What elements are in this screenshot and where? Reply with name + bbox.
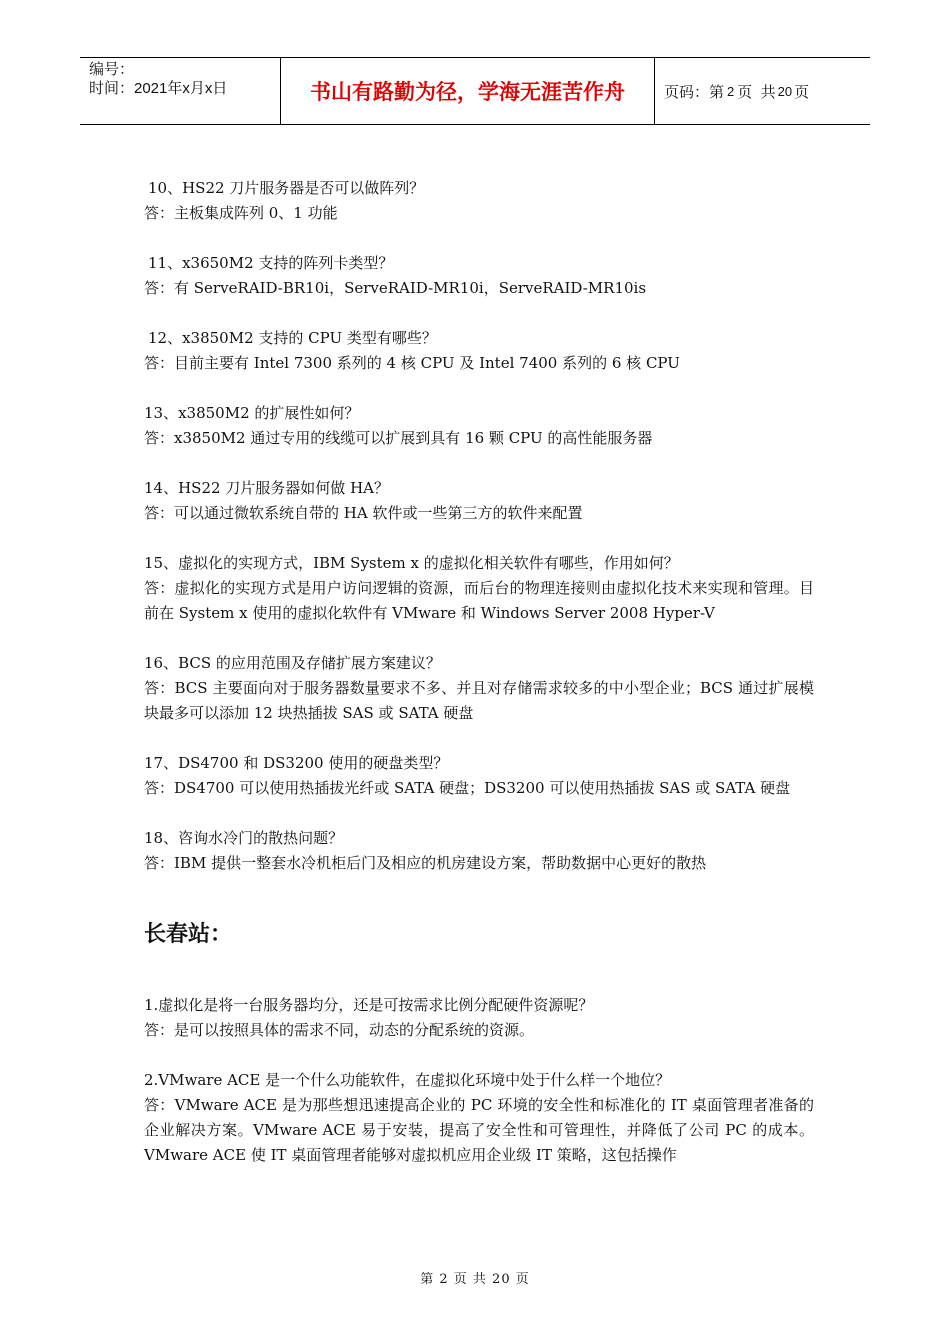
answer: 答：VMware ACE 是为那些想迅速提高企业的 PC 环境的安全性和标准化的 IT 桌面管理者准备的企业解决方案。VMware ACE 易于安装，提高了安全性和可管理性，并降低了公司 PC 的成本。VMware ACE 使 IT 桌面管理者能够对虚拟机应用企业级 IT 策略，这包括操作 xyxy=(144,1096,814,1164)
answer: 答：x3850M2 通过专用的线缆可以扩展到具有 16 颗 CPU 的高性能服务器 xyxy=(144,429,653,447)
question: 12、x3850M2 支持的 CPU 类型有哪些？ xyxy=(148,329,437,347)
qa-item xyxy=(144,401,814,451)
header-meta xyxy=(80,58,281,124)
question: 14、HS22 刀片服务器如何做 HA？ xyxy=(144,479,389,497)
answer: 答：目前主要有 Intel 7300 系列的 4 核 CPU 及 Intel 7400 系列的 6 核 CPU xyxy=(144,354,680,372)
question: 15、虚拟化的实现方式，IBM System x 的虚拟化相关软件有哪些，作用如何？ xyxy=(144,554,679,572)
question: 1.虚拟化是将一台服务器均分，还是可按需求比例分配硬件资源呢？ xyxy=(144,996,594,1014)
section-title: 长春站： xyxy=(144,922,233,947)
number-label: 编号： xyxy=(89,61,135,78)
header-page-info xyxy=(655,58,870,124)
page-total: 20 xyxy=(777,83,793,99)
qa-item xyxy=(144,326,814,376)
qa-item xyxy=(144,476,814,526)
answer: 答：DS4700 可以使用热插拔光纤或 SATA 硬盘；DS3200 可以使用热插拔 SAS 或 SATA 硬盘 xyxy=(144,779,791,797)
answer: 答：虚拟化的实现方式是用户访问逻辑的资源，而后台的物理连接则由虚拟化技术来实现和管理。目前在 System x 使用的虚拟化软件有 VMware 和 Windows Server 2008 Hyper-V xyxy=(144,579,814,622)
question: 2.VMware ACE 是一个什么功能软件，在虚拟化环境中处于什么样一个地位？ xyxy=(144,1071,671,1089)
page-suffix: 页 xyxy=(794,83,810,101)
page-header xyxy=(80,57,870,125)
qa-item xyxy=(144,551,814,626)
answer: 答：IBM 提供一整套水冷机柜后门及相应的机房建设方案，帮助数据中心更好的散热 xyxy=(144,854,707,872)
question: 11、x3650M2 支持的阵列卡类型？ xyxy=(148,254,394,272)
question: 16、BCS 的应用范围及存储扩展方案建议？ xyxy=(144,654,441,672)
qa-item xyxy=(144,251,814,301)
document-body xyxy=(144,176,814,1193)
qa-item xyxy=(144,826,814,876)
question: 17、DS4700 和 DS3200 使用的硬盘类型？ xyxy=(144,754,449,772)
page-mid: 页 共 xyxy=(737,83,776,101)
page-prefix: 页码：第 xyxy=(664,83,725,101)
page-footer: 第 2 页 共 20 页 xyxy=(420,1272,530,1287)
question: 13、x3850M2 的扩展性如何？ xyxy=(144,404,360,422)
qa-item xyxy=(144,993,814,1043)
qa-item xyxy=(144,651,814,726)
qa-item xyxy=(144,176,814,226)
qa-item xyxy=(144,751,814,801)
answer: 答：BCS 主要面向对于服务器数量要求不多、并且对存储需求较多的中小型企业；BCS 通过扩展模块最多可以添加 12 块热插拔 SAS 或 SATA 硬盘 xyxy=(144,679,814,722)
answer: 答：是可以按照具体的需求不同，动态的分配系统的资源。 xyxy=(144,1021,535,1039)
page-current: 2 xyxy=(727,83,735,99)
qa-item xyxy=(144,1068,814,1168)
question: 18、咨询水冷门的散热问题？ xyxy=(144,829,344,847)
time-label: 时间：2021年x月x日 xyxy=(89,80,228,97)
answer: 答：可以通过微软系统自带的 HA 软件或一些第三方的软件来配置 xyxy=(144,504,583,522)
answer: 答：有 ServeRAID-BR10i，ServeRAID-MR10i，ServeRAID-MR10is xyxy=(144,279,647,297)
question: 10、HS22 刀片服务器是否可以做阵列？ xyxy=(148,179,425,197)
answer: 答：主板集成阵列 0、1 功能 xyxy=(144,204,338,222)
header-motto: 书山有路勤为径，学海无涯苦作舟 xyxy=(281,58,655,124)
